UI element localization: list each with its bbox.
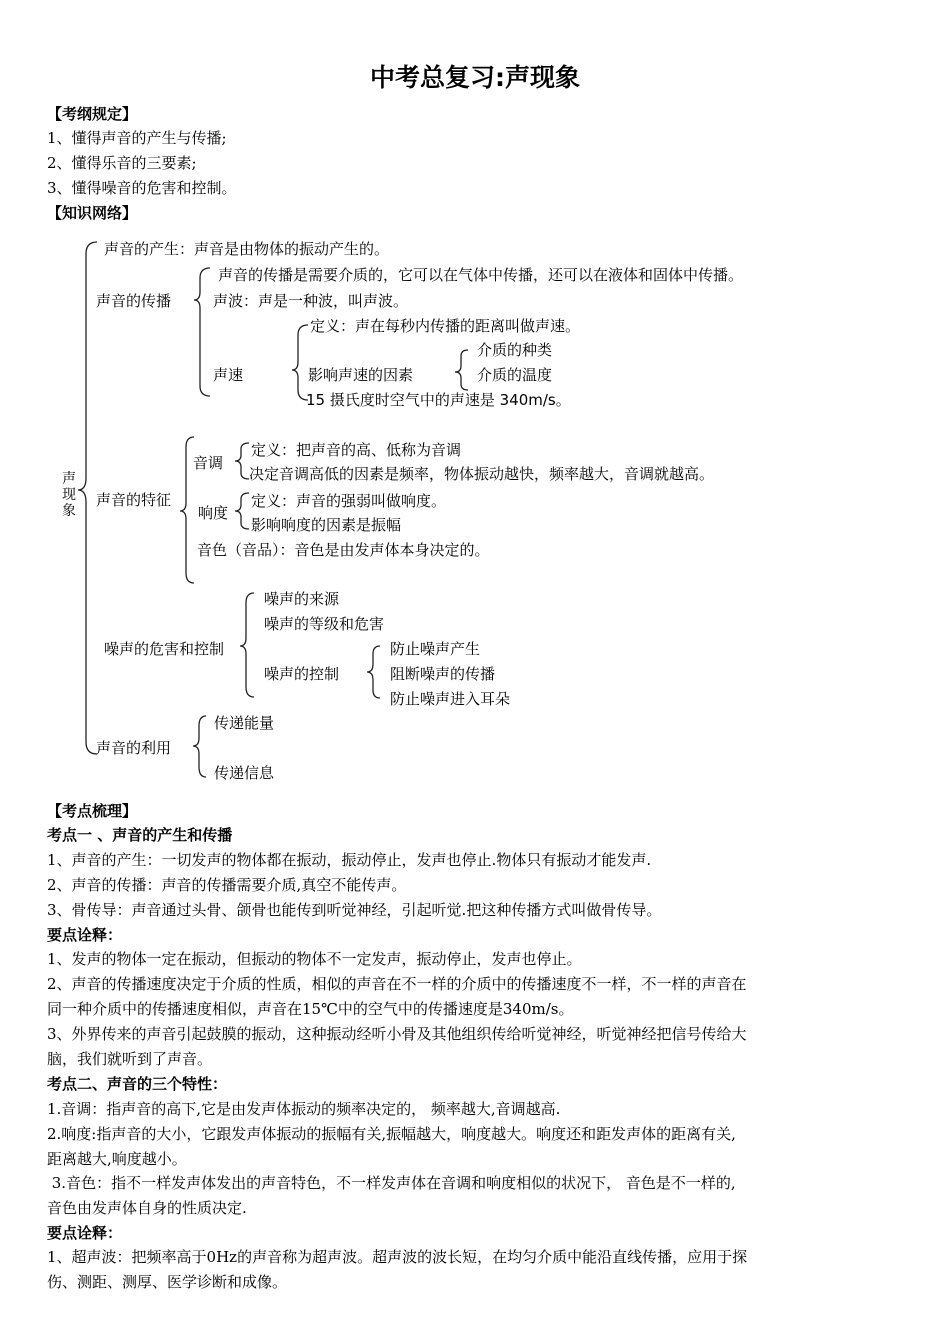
network-use-item: 传递信息 [214, 764, 275, 782]
review-heading: 【考点梳理】 [47, 802, 138, 820]
network-propagation-label: 声音的传播 [96, 292, 172, 310]
page-title: 中考总复习:声现象 [370, 63, 580, 92]
kp2-notes-heading: 要点诠释： [47, 1224, 123, 1242]
kp1-heading: 考点一 、声音的产生和传播 [47, 826, 233, 844]
kp2-line: 3.音色：指不一样发声体发出的声音特色，不一样发声体在音调和响度相似的状况下， 音色是不一样的, [47, 1174, 736, 1192]
kp1-line: 3、骨传导：声音通过头骨、颌骨也能传到听觉神经，引起听觉.把这种传播方式叫做骨传导。 [47, 901, 662, 919]
network-characteristics-label: 声音的特征 [96, 491, 172, 509]
network-speed-label: 声速 [213, 366, 244, 384]
network-propagation-wave: 声波：声是一种波，叫声波。 [213, 292, 409, 310]
kp2-note: 1、超声波：把频率高于0Hz的声音称为超声波。超声波的波长短，在均匀介质中能沿直线传播，应用于探 [47, 1248, 748, 1266]
kp2-line: 2.响度:指声音的大小，它跟发声体振动的振幅有关,振幅越大，响度越大。响度还和距发声体的距离有关, [47, 1125, 736, 1143]
brace-noise [240, 593, 254, 697]
network-use-item: 传递能量 [214, 714, 275, 732]
network-pitch-factor: 决定音调高低的因素是频率，物体振动越快，频率越大，音调就越高。 [249, 465, 715, 483]
network-timbre: 音色（音品）：音色是由发声体本身决定的。 [197, 541, 490, 559]
brace-propagation [194, 268, 210, 396]
network-production: 声音的产生：声音是由物体的振动产生的。 [104, 240, 390, 258]
kp2-line: 距离越大,响度越小。 [47, 1150, 187, 1168]
network-speed-factor: 介质的温度 [477, 366, 553, 384]
kp1-note: 3、外界传来的声音引起鼓膜的振动，这种振动经听小骨及其他组织传给听觉神经，听觉神经把信号传给大 [47, 1025, 747, 1043]
network-noise-control: 防止噪声进入耳朵 [390, 690, 511, 708]
kp1-notes-heading: 要点诠释： [47, 926, 123, 944]
brace-characteristics [180, 437, 194, 583]
network-noise-level: 噪声的等级和危害 [264, 615, 385, 633]
kp2-heading: 考点二、声音的三个特性： [47, 1075, 228, 1093]
network-speed-air: 15 摄氏度时空气中的声速是 340m/s。 [306, 391, 571, 409]
network-noise-source: 噪声的来源 [264, 590, 340, 608]
network-pitch-label: 音调 [193, 454, 224, 472]
kp2-line: 音色由发声体自身的性质决定. [47, 1199, 247, 1217]
network-noise-control-label: 噪声的控制 [264, 665, 340, 683]
brace-loudness [235, 493, 249, 529]
network-loudness-definition: 定义：声音的强弱叫做响度。 [251, 492, 447, 510]
kp2-note: 伤、测距、测厚、医学诊断和成像。 [47, 1273, 288, 1291]
knowledge-network-heading: 【知识网络】 [47, 204, 138, 222]
kp1-note: 脑，我们就听到了声音。 [47, 1050, 213, 1068]
network-noise-control: 阻断噪声的传播 [390, 665, 496, 683]
network-noise-label: 噪声的危害和控制 [104, 640, 225, 658]
network-use-label: 声音的利用 [96, 739, 172, 757]
brace-root [78, 242, 97, 754]
network-speed-factors-label: 影响声速的因素 [308, 366, 414, 384]
exam-outline-heading: 【考纲规定】 [47, 105, 138, 123]
network-loudness-factor: 影响响度的因素是振幅 [251, 516, 402, 534]
exam-outline-item: 1、懂得声音的产生与传播; [47, 129, 227, 147]
kp1-line: 1、声音的产生：一切发声的物体都在振动，振动停止，发声也停止.物体只有振动才能发声. [47, 851, 652, 869]
network-speed-definition: 定义：声在每秒内传播的距离叫做声速。 [310, 317, 581, 335]
network-root: 声现象 [62, 471, 76, 519]
kp1-note: 1、发声的物体一定在振动，但振动的物体不一定发声，振动停止，发声也停止。 [47, 950, 582, 968]
kp1-line: 2、声音的传播：声音的传播需要介质,真空不能传声。 [47, 876, 407, 894]
network-noise-control: 防止噪声产生 [390, 640, 481, 658]
network-pitch-definition: 定义：把声音的高、低称为音调 [251, 441, 462, 459]
exam-outline-item: 2、懂得乐音的三要素; [47, 154, 197, 172]
network-loudness-label: 响度 [198, 504, 229, 522]
kp1-note: 同一种介质中的传播速度相似，声音在15℃中的空气中的传播速度是340m/s。 [47, 1000, 574, 1018]
exam-outline-item: 3、懂得噪音的危害和控制。 [47, 179, 237, 197]
brace-noise-control [367, 646, 380, 698]
network-speed-factor: 介质的种类 [477, 341, 553, 359]
kp2-line: 1.音调：指声音的高下,它是由发声体振动的频率决定的， 频率越大,音调越高. [47, 1100, 561, 1118]
brace-pitch [235, 443, 249, 479]
kp1-note: 2、声音的传播速度决定于介质的性质，相似的声音在不一样的介质中的传播速度不一样，不一样的声音在 [47, 975, 747, 993]
brace-speed-factors [455, 350, 468, 390]
brace-use [193, 716, 206, 777]
network-propagation-medium: 声音的传播是需要介质的，它可以在气体中传播，还可以在液体和固体中传播。 [218, 266, 744, 284]
